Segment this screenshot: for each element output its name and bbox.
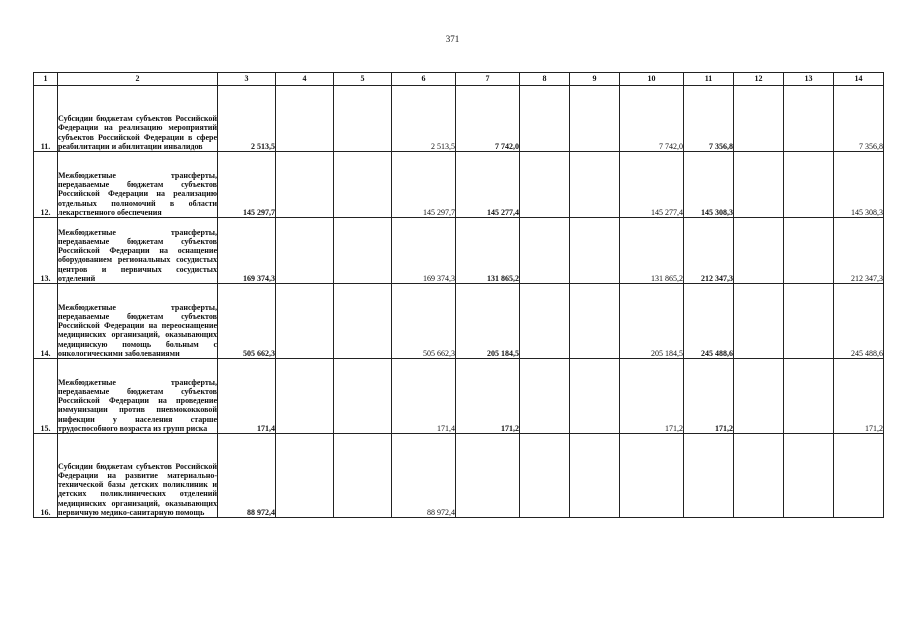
- cell-col-5: [334, 359, 392, 434]
- row-name: Субсидии бюджетам субъектов Российской Федерации на реализацию мероприятий субъектов Российской Федерации в сфере реабилитации и абилитации инвалидов: [58, 86, 218, 152]
- cell-col-7: 7 742,0: [456, 86, 520, 152]
- header-col-9: 9: [570, 73, 620, 86]
- header-row: [34, 73, 884, 86]
- header-col-13: 13: [784, 73, 834, 86]
- header-col-2: 2: [58, 73, 218, 86]
- cell-col-12: [734, 152, 784, 218]
- cell-col-14: 145 308,3: [834, 152, 884, 218]
- header-col-14: 14: [834, 73, 884, 86]
- header-col-6: 6: [392, 73, 456, 86]
- table-row: [34, 434, 884, 518]
- cell-col-10: [620, 434, 684, 518]
- cell-col-9: [570, 152, 620, 218]
- cell-col-14: [834, 434, 884, 518]
- table-row: [34, 218, 884, 284]
- table-row: [34, 86, 884, 152]
- header-col-12: 12: [734, 73, 784, 86]
- row-name: Межбюджетные трансферты, передаваемые бюджетам субъектов Российской Федерации на проведение иммунизации против пневмококковой инфекции у населения старше трудоспособного возраста из групп риска: [58, 359, 218, 434]
- row-name: Субсидии бюджетам субъектов Российской Федерации на развитие материально-технической базы детских поликлиник и детских поликлинических отделений медицинских организаций, оказывающих первичную медико-санитарную помощь: [58, 434, 218, 518]
- cell-col-7: 205 184,5: [456, 284, 520, 359]
- table-row: [34, 284, 884, 359]
- cell-col-12: [734, 434, 784, 518]
- header-col-8: 8: [520, 73, 570, 86]
- cell-col-7: 145 277,4: [456, 152, 520, 218]
- table-row: [34, 359, 884, 434]
- row-number: 12.: [34, 152, 58, 218]
- row-name: Межбюджетные трансферты, передаваемые бюджетам субъектов Российской Федерации на реализацию отдельных полномочий в области лекарственного обеспечения: [58, 152, 218, 218]
- cell-col-5: [334, 284, 392, 359]
- cell-col-12: [734, 359, 784, 434]
- cell-col-11: 145 308,3: [684, 152, 734, 218]
- cell-col-7: 131 865,2: [456, 218, 520, 284]
- cell-col-3: 169 374,3: [218, 218, 276, 284]
- header-col-5: 5: [334, 73, 392, 86]
- header-col-1: 1: [34, 73, 58, 86]
- cell-col-4: [276, 152, 334, 218]
- cell-col-11: 245 488,6: [684, 284, 734, 359]
- cell-col-8: [520, 434, 570, 518]
- cell-col-10: 171,2: [620, 359, 684, 434]
- cell-col-6: 145 297,7: [392, 152, 456, 218]
- cell-col-9: [570, 218, 620, 284]
- cell-col-5: [334, 86, 392, 152]
- row-name: Межбюджетные трансферты, передаваемые бюджетам субъектов Российской Федерации на переоснащение медицинских организаций, оказывающих медицинскую помощь больным с онкологическими заболеваниями: [58, 284, 218, 359]
- cell-col-7: [456, 434, 520, 518]
- cell-col-14: 171,2: [834, 359, 884, 434]
- cell-col-14: 212 347,3: [834, 218, 884, 284]
- cell-col-12: [734, 86, 784, 152]
- header-col-11: 11: [684, 73, 734, 86]
- cell-col-6: 169 374,3: [392, 218, 456, 284]
- cell-col-9: [570, 86, 620, 152]
- cell-col-14: 245 488,6: [834, 284, 884, 359]
- cell-col-13: [784, 86, 834, 152]
- cell-col-4: [276, 359, 334, 434]
- cell-col-11: 7 356,8: [684, 86, 734, 152]
- cell-col-9: [570, 284, 620, 359]
- cell-col-11: 212 347,3: [684, 218, 734, 284]
- cell-col-10: 205 184,5: [620, 284, 684, 359]
- cell-col-12: [734, 284, 784, 359]
- header-col-4: 4: [276, 73, 334, 86]
- row-number: 15.: [34, 359, 58, 434]
- cell-col-6: 2 513,5: [392, 86, 456, 152]
- budget-table: [33, 72, 884, 518]
- cell-col-10: 145 277,4: [620, 152, 684, 218]
- cell-col-4: [276, 284, 334, 359]
- row-number: 13.: [34, 218, 58, 284]
- cell-col-9: [570, 359, 620, 434]
- row-number: 14.: [34, 284, 58, 359]
- cell-col-8: [520, 284, 570, 359]
- page-number: 371: [445, 34, 460, 44]
- cell-col-6: 171,4: [392, 359, 456, 434]
- cell-col-4: [276, 434, 334, 518]
- row-name: Межбюджетные трансферты, передаваемые бюджетам субъектов Российской Федерации на оснащение оборудованием региональных сосудистых центров и первичных сосудистых отделений: [58, 218, 218, 284]
- cell-col-10: 131 865,2: [620, 218, 684, 284]
- cell-col-5: [334, 218, 392, 284]
- cell-col-8: [520, 152, 570, 218]
- cell-col-13: [784, 218, 834, 284]
- cell-col-11: 171,2: [684, 359, 734, 434]
- cell-col-13: [784, 284, 834, 359]
- cell-col-10: 7 742,0: [620, 86, 684, 152]
- cell-col-3: 145 297,7: [218, 152, 276, 218]
- cell-col-7: 171,2: [456, 359, 520, 434]
- cell-col-9: [570, 434, 620, 518]
- cell-col-3: 2 513,5: [218, 86, 276, 152]
- row-number: 16.: [34, 434, 58, 518]
- cell-col-5: [334, 152, 392, 218]
- cell-col-6: 505 662,3: [392, 284, 456, 359]
- cell-col-11: [684, 434, 734, 518]
- cell-col-3: 171,4: [218, 359, 276, 434]
- header-col-10: 10: [620, 73, 684, 86]
- cell-col-4: [276, 218, 334, 284]
- cell-col-8: [520, 218, 570, 284]
- cell-col-14: 7 356,8: [834, 86, 884, 152]
- cell-col-8: [520, 86, 570, 152]
- row-number: 11.: [34, 86, 58, 152]
- cell-col-13: [784, 152, 834, 218]
- cell-col-13: [784, 359, 834, 434]
- cell-col-8: [520, 359, 570, 434]
- cell-col-4: [276, 86, 334, 152]
- cell-col-6: 88 972,4: [392, 434, 456, 518]
- header-col-3: 3: [218, 73, 276, 86]
- cell-col-12: [734, 218, 784, 284]
- cell-col-5: [334, 434, 392, 518]
- cell-col-3: 505 662,3: [218, 284, 276, 359]
- cell-col-3: 88 972,4: [218, 434, 276, 518]
- header-col-7: 7: [456, 73, 520, 86]
- table-row: [34, 152, 884, 218]
- cell-col-13: [784, 434, 834, 518]
